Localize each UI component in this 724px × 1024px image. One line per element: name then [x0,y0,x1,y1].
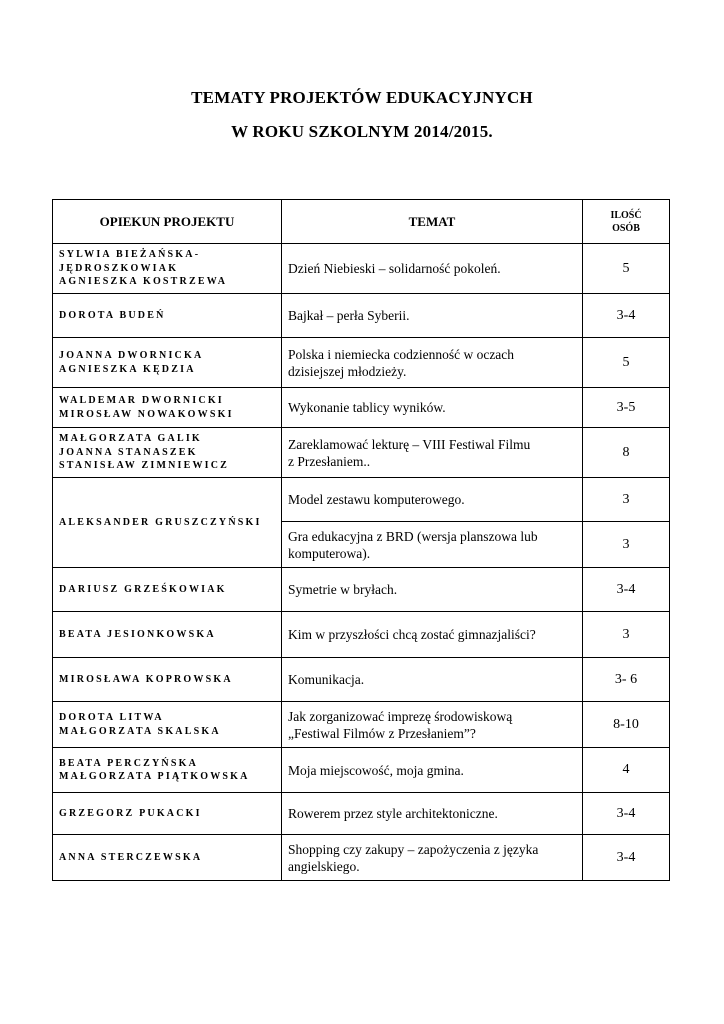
topic-line: Wykonanie tablicy wyników. [288,400,446,415]
topic-line: komputerowa). [288,545,371,561]
owner-name: ANNA STERCZEWSKA [59,851,203,863]
topic-cell [282,478,583,522]
owner-name: SYLWIA BIEŻAŃSKA- [59,249,201,261]
projects-table [52,199,670,881]
header-topic: TEMAT [282,200,583,244]
topic-line: Jak zorganizować imprezę środowiskową [288,708,513,724]
header-count-line1: ILOŚĆ [610,209,642,221]
owner-name: JĘDROSZKOWIAK [59,262,179,274]
owner-cell [53,478,282,568]
topic-cell [282,338,583,388]
owner-name: ALEKSANDER GRUSZCZYŃSKI [59,516,262,528]
topic-cell [282,702,583,748]
table-row [53,702,670,748]
count-cell: 5 [583,338,670,388]
owner-name: DOROTA LITWA [59,712,164,723]
owner-name: GRZEGORZ PUKACKI [59,807,202,819]
count-cell: 8 [583,428,670,478]
document-subtitle: W ROKU SZKOLNYM 2014/2015. [231,122,493,141]
topic-cell [282,294,583,338]
count-cell: 3 [583,478,670,522]
owner-name: MAŁGORZATA PIĄTKOWSKA [59,771,250,782]
table-row [53,568,670,612]
count-cell: 3 [583,522,670,568]
owner-name: MAŁGORZATA GALIK [59,433,202,445]
owner-name: JOANNA DWORNICKA [59,350,204,361]
owner-cell [53,388,282,428]
owner-cell [53,835,282,881]
count-cell: 3-4 [583,294,670,338]
table-row [53,748,670,793]
owner-cell [53,658,282,702]
count-cell: 3-4 [583,568,670,612]
header-count [583,200,670,244]
owner-cell [53,428,282,478]
topic-line: Kim w przyszłości chcą zostać gimnazjaliści? [288,627,536,642]
topic-line: Model zestawu komputerowego. [288,492,465,507]
owner-cell [53,702,282,748]
table-row [53,294,670,338]
topic-line: Moja miejscowość, moja gmina. [288,762,464,778]
topic-cell [282,568,583,612]
topic-line: Bajkał – perła Syberii. [288,308,410,323]
topic-line: dzisiejszej młodzieży. [288,363,407,379]
topic-cell [282,522,583,568]
owner-name: MIROSŁAW NOWAKOWSKI [59,408,234,420]
header-count-line2: OSÓB [612,222,640,234]
owner-cell [53,748,282,793]
owner-name: WALDEMAR DWORNICKI [59,395,224,406]
table-row [53,388,670,428]
topic-line: Zareklamować lekturę – VIII Festiwal Filmu [288,436,531,452]
count-cell: 5 [583,244,670,294]
table-row [53,793,670,835]
count-cell: 3-4 [583,835,670,881]
count-cell: 3- 6 [583,658,670,702]
owner-name: MIROSŁAWA KOPROWSKA [59,673,233,685]
topic-line: z Przesłaniem.. [288,453,371,469]
topic-line: angielskiego. [288,858,360,874]
topic-line: „Festiwal Filmów z Przesłaniem”? [288,725,476,741]
table-row [53,428,670,478]
owner-cell [53,612,282,658]
document-title: TEMATY PROJEKTÓW EDUKACYJNYCH [191,88,533,107]
owner-cell [53,793,282,835]
topic-line: Shopping czy zakupy – zapożyczenia z języka [288,841,539,857]
topic-cell [282,244,583,294]
count-cell: 4 [583,748,670,793]
topic-cell [282,835,583,881]
topic-cell [282,658,583,702]
owner-cell [53,338,282,388]
count-cell: 3-4 [583,793,670,835]
owner-name: BEATA PERCZYŃSKA [59,757,199,769]
topic-line: Polska i niemiecka codzienność w oczach [288,346,515,362]
owner-name: BEATA JESIONKOWSKA [59,628,216,640]
topic-cell [282,793,583,835]
topic-line: Rowerem przez style architektoniczne. [288,806,498,821]
count-cell: 3-5 [583,388,670,428]
owner-name: DARIUSZ GRZEŚKOWIAK [59,583,227,595]
owner-cell [53,568,282,612]
table-row [53,835,670,881]
table-row [53,338,670,388]
owner-name: STANISŁAW ZIMNIEWICZ [59,460,230,472]
owner-name: MAŁGORZATA SKALSKA [59,725,221,737]
owner-name: DOROTA BUDEŃ [59,309,166,321]
topic-cell [282,748,583,793]
topic-cell [282,612,583,658]
table-header-row [53,200,670,244]
topic-line: Dzień Niebieski – solidarność pokoleń. [288,261,501,276]
topic-line: Komunikacja. [288,672,365,687]
table-row [53,612,670,658]
topic-line: Gra edukacyjna z BRD (wersja planszowa lub [288,528,538,544]
owner-name: AGNIESZKA KOSTRZEWA [59,276,228,288]
count-cell: 8-10 [583,702,670,748]
topic-line: Symetrie w bryłach. [288,582,398,597]
table-row [53,478,670,522]
owner-cell [53,244,282,294]
table-row [53,244,670,294]
topic-cell [282,388,583,428]
count-cell: 3 [583,612,670,658]
owner-cell [53,294,282,338]
header-owner: OPIEKUN PROJEKTU [53,200,282,244]
topic-cell [282,428,583,478]
owner-name: AGNIESZKA KĘDZIA [59,363,196,375]
table-row [53,658,670,702]
owner-name: JOANNA STANASZEK [59,446,198,458]
